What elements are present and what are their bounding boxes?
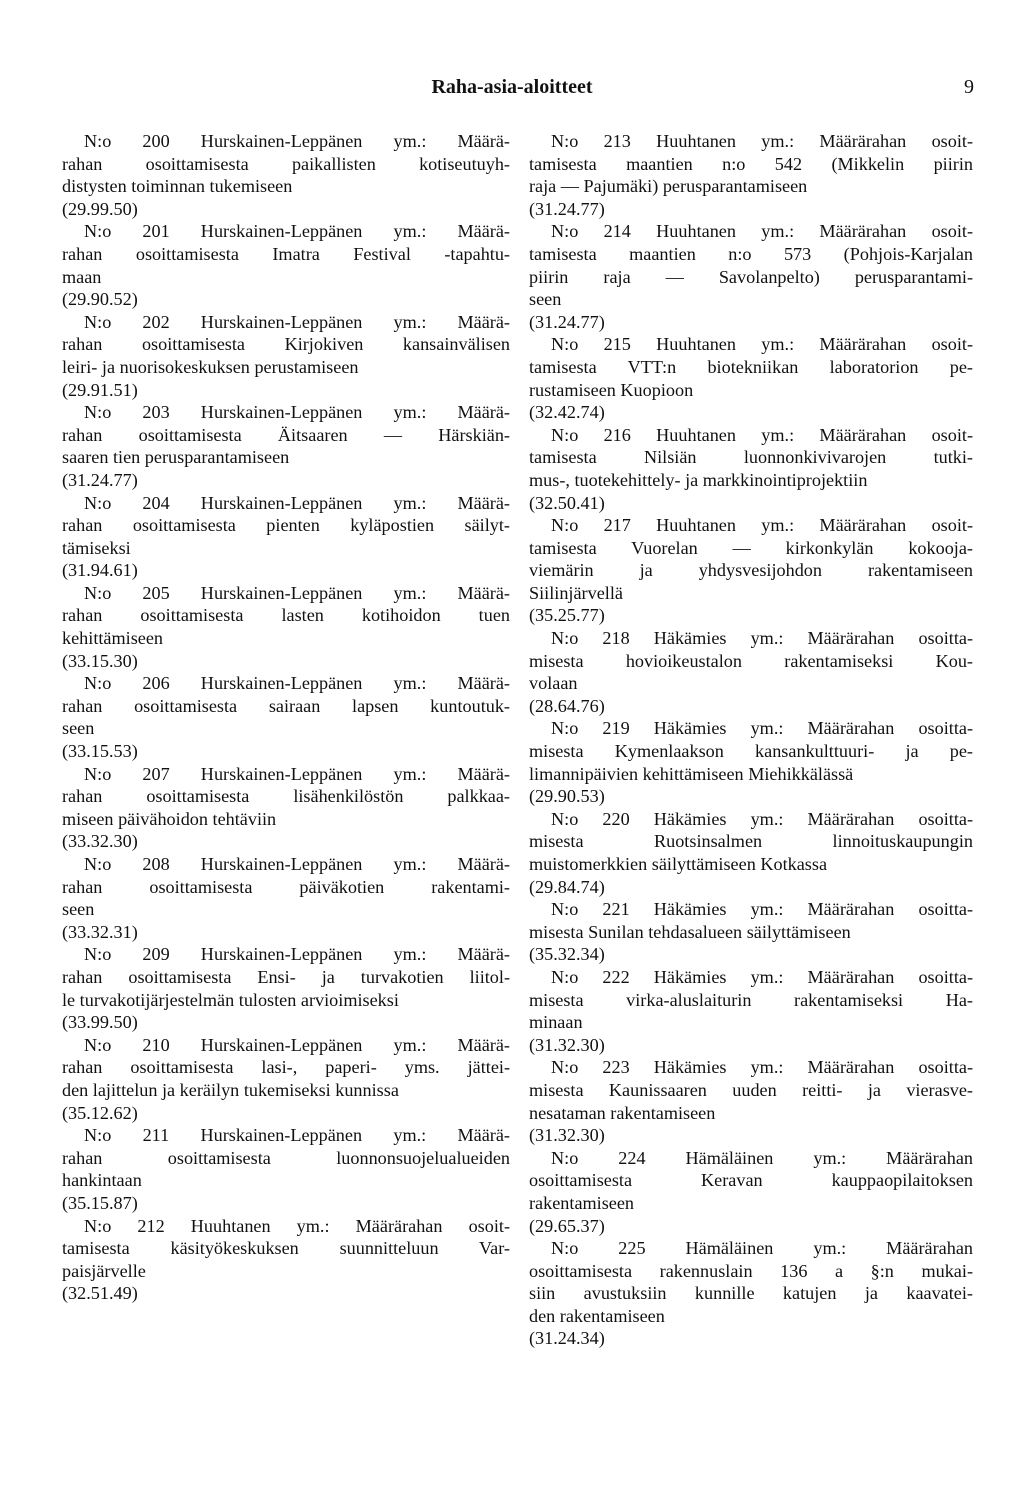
entry-text-line: nesataman rakentamiseen (529, 1102, 716, 1123)
initiative-entry (529, 717, 973, 807)
entry-heading-line: N:o 223 Häkämies ym.: Määrärahan osoitta- (551, 1057, 973, 1078)
entry-text-line: le turvakotijärjestelmän tulosten arvioimiseksi (62, 989, 399, 1010)
initiative-entry (529, 220, 973, 333)
entry-text-line: rahan osoittamisesta sairaan lapsen kuntoutuk- (62, 695, 510, 716)
entry-text-line: den lajittelun ja keräilyn tukemiseksi kunnissa (62, 1079, 399, 1100)
entry-text-line: osoittamisesta Keravan kauppaopilaitoksen (529, 1170, 973, 1191)
entry-text-line: rahan osoittamisesta Ensi- ja turvakotien liitol- (62, 966, 510, 987)
initiative-entry (529, 898, 973, 966)
entry-heading-line: N:o 209 Hurskainen-Leppänen ym.: Määrä- (84, 944, 510, 965)
budget-code: (33.15.53) (62, 741, 138, 762)
initiative-entry (62, 1215, 510, 1305)
initiative-entry (62, 582, 510, 672)
entry-heading-line: N:o 204 Hurskainen-Leppänen ym.: Määrä- (84, 492, 510, 513)
budget-code: (29.90.53) (529, 786, 605, 807)
budget-code: (29.90.52) (62, 289, 138, 310)
entry-text-line: rahan osoittamisesta paikallisten kotiseutuyh- (62, 153, 510, 174)
entry-text-line: tämiseksi (62, 537, 131, 558)
entry-text-line: tamisesta maantien n:o 542 (Mikkelin piirin (529, 153, 973, 174)
initiative-entry (529, 1056, 973, 1146)
budget-code: (28.64.76) (529, 695, 605, 716)
entry-text-line: minaan (529, 1012, 583, 1033)
budget-code: (35.32.34) (529, 944, 605, 965)
initiative-entry (62, 1034, 510, 1124)
entry-text-line: viemärin ja yhdysvesijohdon rakentamiseen (529, 560, 973, 581)
entry-heading-line: N:o 219 Häkämies ym.: Määrärahan osoitta- (551, 718, 973, 739)
initiative-entry (529, 514, 973, 627)
entry-text-line: volaan (529, 673, 578, 694)
entry-heading-line: N:o 218 Häkämies ym.: Määrärahan osoitta- (551, 628, 973, 649)
budget-code: (33.32.30) (62, 831, 138, 852)
entry-heading-line: N:o 202 Hurskainen-Leppänen ym.: Määrä- (84, 311, 510, 332)
entry-text-line: tamisesta käsityökeskuksen suunnitteluun Var- (62, 1238, 510, 1259)
entry-text-line: maan (62, 266, 102, 287)
entry-text-line: rahan osoittamisesta Imatra Festival -tapahtu- (62, 243, 510, 264)
entry-text-line: kehittämiseen (62, 628, 164, 649)
initiative-entry (62, 492, 510, 582)
entry-text-line: tamisesta VTT:n biotekniikan laboratorion pe- (529, 356, 973, 377)
entry-heading-line: N:o 207 Hurskainen-Leppänen ym.: Määrä- (84, 763, 510, 784)
entry-heading-line: N:o 211 Hurskainen-Leppänen ym.: Määrä- (84, 1125, 510, 1146)
entry-text-line: misesta virka-aluslaiturin rakentamiseksi Ha- (529, 989, 973, 1010)
entry-text-line: den rakentamiseen (529, 1305, 665, 1326)
entry-text-line: rahan osoittamisesta Kirjokiven kansainvälisen (62, 334, 510, 355)
page-number: 9 (964, 76, 974, 98)
initiative-entry (62, 401, 510, 491)
entry-text-line: misesta Sunilan tehdasalueen säilyttämiseen (529, 921, 851, 942)
budget-code: (31.24.77) (529, 311, 605, 332)
initiative-entry (62, 943, 510, 1033)
entry-text-line: Siilinjärvellä (529, 582, 623, 603)
entry-text-line: misesta Kaunissaaren uuden reitti- ja vierasve- (529, 1079, 973, 1100)
initiative-entry (529, 1147, 973, 1237)
budget-code: (32.50.41) (529, 492, 605, 513)
entry-text-line: distysten toiminnan tukemiseen (62, 176, 293, 197)
entry-text-line: tamisesta Vuorelan — kirkonkylän kokooja- (529, 537, 973, 558)
initiative-entry (62, 1124, 510, 1214)
entry-text-line: tamisesta Nilsiän luonnonkivivarojen tutki- (529, 447, 973, 468)
entry-text-line: rahan osoittamisesta lasi-, paperi- yms. jättei- (62, 1057, 510, 1078)
initiative-entry (529, 130, 973, 220)
budget-code: (35.25.77) (529, 605, 605, 626)
entry-text-line: leiri- ja nuorisokeskuksen perustamiseen (62, 356, 359, 377)
entry-text-line: rahan osoittamisesta lasten kotihoidon tuen (62, 605, 510, 626)
entry-heading-line: N:o 208 Hurskainen-Leppänen ym.: Määrä- (84, 854, 510, 874)
budget-code: (32.42.74) (529, 402, 605, 423)
left-column (62, 130, 510, 1305)
initiative-entry (529, 424, 973, 514)
initiative-entry (529, 333, 973, 423)
entry-text-line: rustamiseen Kuopioon (529, 379, 694, 400)
entry-text-line: rahan osoittamisesta pienten kyläpostien säilyt- (62, 515, 510, 536)
budget-code: (29.84.74) (529, 876, 605, 897)
budget-code: (29.91.51) (62, 379, 138, 400)
initiative-entry (529, 627, 973, 717)
entry-text-line: miseen päivähoidon tehtäviin (62, 808, 277, 829)
entry-text-line: siin avustuksiin kunnille katujen ja kaavatei- (529, 1283, 973, 1304)
entry-text-line: paisjärvelle (62, 1260, 146, 1281)
entry-text-line: muistomerkkien säilyttämiseen Kotkassa (529, 854, 828, 874)
entry-heading-line: N:o 216 Huuhtanen ym.: Määrärahan osoit- (551, 424, 973, 445)
entry-text-line: seen (529, 289, 562, 310)
entry-heading-line: N:o 200 Hurskainen-Leppänen ym.: Määrä- (84, 131, 510, 151)
entry-text-line: seen (62, 718, 95, 739)
entry-heading-line: N:o 217 Huuhtanen ym.: Määrärahan osoit- (551, 515, 973, 536)
budget-code: (35.15.87) (62, 1192, 138, 1213)
entry-text-line: rahan osoittamisesta Äitsaaren — Härskiän- (62, 424, 510, 445)
budget-code: (33.15.30) (62, 650, 138, 671)
entry-text-line: rakentamiseen (529, 1192, 635, 1213)
entry-heading-line: N:o 215 Huuhtanen ym.: Määrärahan osoit- (551, 334, 973, 355)
entry-text-line: hankintaan (62, 1170, 142, 1191)
budget-code: (31.32.30) (529, 1034, 605, 1055)
initiative-entry (62, 220, 510, 310)
entry-text-line: saaren tien perusparantamiseen (62, 447, 290, 468)
budget-code: (31.94.61) (62, 560, 138, 581)
entry-text-line: mus-, tuotekehittely- ja markkinointiprojektiin (529, 469, 868, 490)
entry-text-line: seen (62, 899, 95, 920)
initiative-entry (529, 1237, 973, 1350)
entry-heading-line: N:o 201 Hurskainen-Leppänen ym.: Määrä- (84, 221, 510, 242)
budget-code: (33.32.31) (62, 921, 138, 942)
initiative-entry (62, 130, 510, 220)
running-title: Raha-asia-aloitteet (431, 76, 593, 98)
entry-text-line: tamisesta maantien n:o 573 (Pohjois-Karjalan (529, 243, 973, 264)
entry-text-line: misesta Ruotsinsalmen linnoituskaupungin (529, 831, 973, 852)
entry-text-line: raja — Pajumäki) perusparantamiseen (529, 176, 808, 197)
entry-text-line: limannipäivien kehittämiseen Miehikkälässä (529, 763, 854, 784)
budget-code: (31.24.77) (529, 198, 605, 219)
initiative-entry (529, 966, 973, 1056)
budget-code: (33.99.50) (62, 1012, 138, 1033)
right-column (529, 130, 973, 1350)
initiative-entry (62, 672, 510, 762)
entry-text-line: piirin raja — Savolanpelto) perusparantami- (529, 266, 973, 287)
budget-code: (31.24.77) (62, 469, 138, 490)
entry-text-line: rahan osoittamisesta päiväkotien rakentami- (62, 876, 510, 897)
entry-text-line: misesta Kymenlaakson kansankulttuuri- ja pe- (529, 741, 973, 762)
entry-text-line: osoittamisesta rakennuslain 136 a §:n mukai- (529, 1260, 973, 1281)
entry-text-line: rahan osoittamisesta luonnonsuojelualueiden (62, 1147, 510, 1168)
entry-heading-line: N:o 221 Häkämies ym.: Määrärahan osoitta- (551, 899, 973, 920)
budget-code: (29.99.50) (62, 198, 138, 219)
entry-heading-line: N:o 224 Hämäläinen ym.: Määrärahan (551, 1147, 973, 1168)
entry-heading-line: N:o 222 Häkämies ym.: Määrärahan osoitta- (551, 966, 973, 987)
budget-code: (32.51.49) (62, 1283, 138, 1304)
initiative-entry (62, 763, 510, 853)
budget-code: (31.32.30) (529, 1125, 605, 1146)
initiative-entry (529, 808, 973, 898)
initiative-entry (62, 311, 510, 401)
entry-heading-line: N:o 212 Huuhtanen ym.: Määrärahan osoit- (84, 1215, 510, 1236)
budget-code: (35.12.62) (62, 1102, 138, 1123)
entry-text-line: misesta hovioikeustalon rakentamiseksi Kou- (529, 650, 973, 671)
entry-heading-line: N:o 220 Häkämies ym.: Määrärahan osoitta- (551, 808, 973, 829)
entry-heading-line: N:o 214 Huuhtanen ym.: Määrärahan osoit- (551, 221, 973, 242)
page-header (0, 74, 1024, 104)
entry-heading-line: N:o 210 Hurskainen-Leppänen ym.: Määrä- (84, 1034, 510, 1055)
entry-heading-line: N:o 225 Hämäläinen ym.: Määrärahan (551, 1238, 973, 1259)
initiative-entry (62, 853, 510, 943)
budget-code: (29.65.37) (529, 1215, 605, 1236)
entry-heading-line: N:o 206 Hurskainen-Leppänen ym.: Määrä- (84, 673, 510, 694)
entry-heading-line: N:o 205 Hurskainen-Leppänen ym.: Määrä- (84, 582, 510, 603)
entry-heading-line: N:o 213 Huuhtanen ym.: Määrärahan osoit- (551, 131, 973, 151)
entry-text-line: rahan osoittamisesta lisähenkilöstön palkkaa- (62, 786, 510, 807)
entry-heading-line: N:o 203 Hurskainen-Leppänen ym.: Määrä- (84, 402, 510, 423)
budget-code: (31.24.34) (529, 1328, 605, 1349)
